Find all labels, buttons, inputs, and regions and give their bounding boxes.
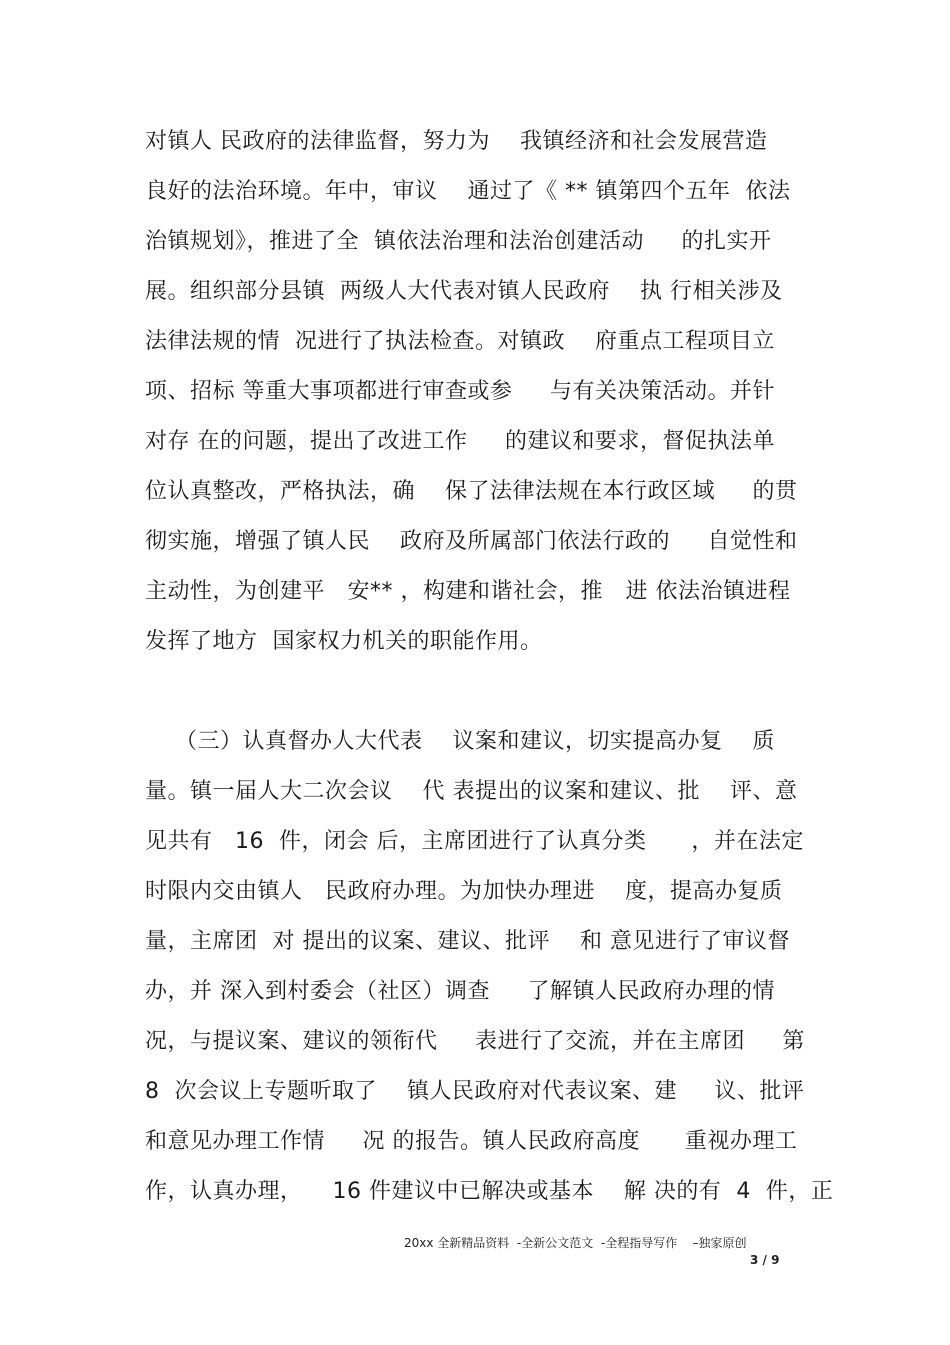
text-line: 时限内交由镇人 民政府办理。为加快办理进 度，提高办复质 (145, 879, 783, 904)
text-line: 彻实施，增强了镇人民 政府及所属部门依法行政的 自觉性和 (145, 529, 798, 554)
text-line: 展。组织部分县镇 两级人大代表对镇人民政府 执 行相关涉及 (145, 279, 783, 304)
text-line: 量，主席团 对 提出的议案、建议、批评 和 意见进行了审议督 (145, 929, 790, 954)
text-line: 和意见办理工作情 况 的报告。镇人民政府高度 重视办理工 (145, 1129, 798, 1154)
text-line: （三）认真督办人大代表 议案和建议，切实提高办复 质 (145, 729, 775, 754)
text-line: 作，认真办理， 16 件建议中已解决或基本 解 决的有 4 件，正 (145, 1179, 834, 1204)
footer-text: 20xx 全新精品资料 -全新公文范文 -全程指导写作 –独家原创 (404, 1236, 747, 1250)
text-line: 法律法规的情 况进行了执法检查。对镇政 府重点工程项目立 (145, 329, 775, 354)
text-line: 项、招标 等重大事项都进行审查或参 与有关决策活动。并针 (145, 379, 775, 404)
text-line: 良好的法治环境。年中，审议 通过了《 ** 镇第四个五年 依法 (145, 179, 791, 204)
text-line: 主动性，为创建平 安** ，构建和谐社会，推 进 依法治镇进程 (145, 579, 791, 604)
text-line: 位认真整改，严格执法，确 保了法律法规在本行政区域 的贯 (145, 479, 798, 504)
text-line: 发挥了地方 国家权力机关的职能作用。 (145, 629, 543, 654)
text-line: 对存 在的问题，提出了改进工作 的建议和要求，督促执法单 (145, 429, 775, 454)
text-line: 量。镇一届人大二次会议 代 表提出的议案和建议、批 评、意 (145, 779, 798, 804)
text-line: 治镇规划》，推进了全 镇依法治理和法治创建活动 的扎实开 (145, 229, 772, 254)
text-line: 况，与提议案、建议的领衔代 表进行了交流，并在主席团 第 (145, 1029, 805, 1054)
text-line: 对镇人 民政府的法律监督，努力为 我镇经济和社会发展营造 (145, 129, 768, 154)
text-line: 见共有 16 件，闭会 后，主席团进行了认真分类 ，并在法定 (145, 829, 804, 854)
text-line: 办，并 深入到村委会（社区）调查 了解镇人民政府办理的情 (145, 979, 775, 1004)
page-number: 3 / 9 (750, 1253, 780, 1267)
text-line: 8 次会议上专题听取了 镇人民政府对代表议案、建 议、批评 (145, 1079, 805, 1104)
